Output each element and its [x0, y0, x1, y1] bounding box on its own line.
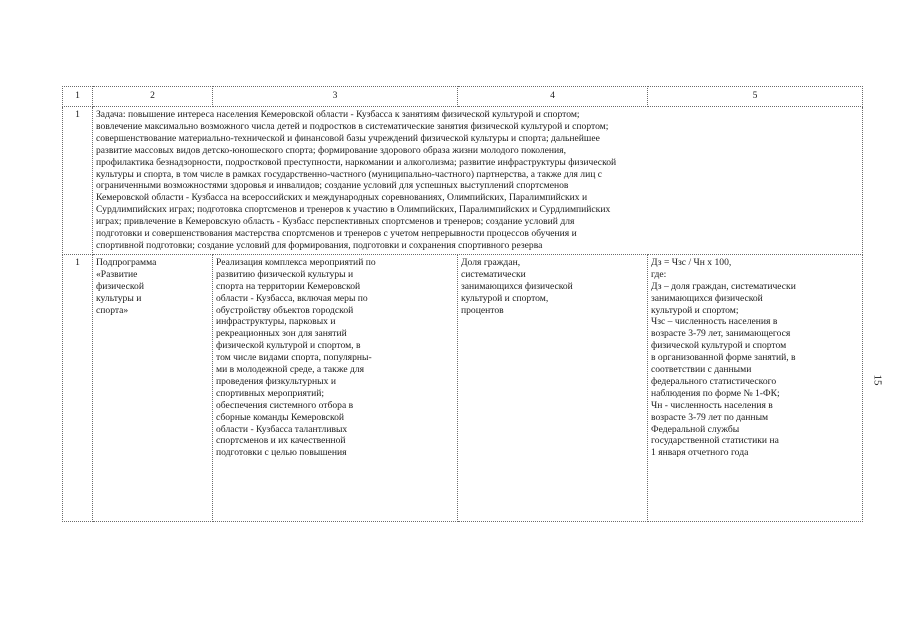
subprogram-cell: Подпрограмма «Развитие физической культуры и спорта» [93, 254, 213, 521]
table-row [63, 254, 863, 521]
program-table [62, 86, 863, 522]
header-cell-5: 5 [648, 87, 863, 107]
row-number: 1 [63, 254, 93, 521]
header-cell-4: 4 [458, 87, 648, 107]
method-cell: Дз = Чзс / Чн x 100, где: Дз – доля граждан, систематически занимающихся физической культурой и спортом; Чзс – численность населения в возрасте 3-79 лет, занимающегося физической культурой и спортом в организованной форме занятий, в соответствии с данными федерального статистического наблюдения по форме № 1-ФК; Чн - численность населения в возрасте 3-79 лет по данным Федеральной службы государственной статистики на 1 января отчетного года [648, 254, 863, 521]
task-row [63, 107, 863, 255]
header-cell-3: 3 [213, 87, 458, 107]
task-row-number: 1 [63, 107, 93, 255]
header-cell-2: 2 [93, 87, 213, 107]
header-row [63, 87, 863, 107]
page-number: 15 [871, 374, 884, 386]
task-description: Задача: повышение интереса населения Кемеровской области - Кузбасса к занятиям физической культурой и спортом; вовлечение максимально возможного числа детей и подростков в систематические занятия физической культурой и спортом; совершенствование материально-технической и финансовой базы учреждений физической культуры и спорта; дальнейшее развитие массовых видов детско-юношеского спорта; формирование здорового образа жизни молодого поколения, профилактика безнадзорности, подростковой преступности, наркомании и алкоголизма; развитие инфраструктуры физической культуры и спорта, в том числе в рамках государственно-частного (муниципально-частного) партнерства, а также для лиц с ограниченными возможностями здоровья и инвалидов; создание условий для успешных выступлений спортсменов Кемеровской области - Кузбасса на всероссийских и международных соревнованиях, Олимпийских, Паралимпийских и Сурдлимпийских играх; подготовка спортсменов и тренеров к участию в Олимпийских, Паралимпийских и Сурдлимпийских играх; привлечение в Кемеровскую область - Кузбасс перспективных спортсменов и тренеров; создание условий для подготовки и совершенствования мастерства спортсменов и тренеров с учетом непрерывности процессов обучения и спортивной подготовки; создание условий для формирования, подготовки и сохранения спортивного резерва [93, 107, 863, 255]
activity-cell: Реализация комплекса мероприятий по развитию физической культуры и спорта на территории Кемеровской области - Кузбасса, включая меры по обустройству объектов городской инфраструктуры, парковых и рекреационных зон для занятий физической культурой и спортом, в том числе видами спорта, популярны- ми в молодежной среде, а также для проведения физкультурных и спортивных мероприятий; обеспечения системного отбора в сборные команды Кемеровской области - Кузбасса талантливых спортсменов и их качественной подготовки с целью повышения [213, 254, 458, 521]
indicator-cell: Доля граждан, систематически занимающихся физической культурой и спортом, процентов [458, 254, 648, 521]
header-cell-1: 1 [63, 87, 93, 107]
